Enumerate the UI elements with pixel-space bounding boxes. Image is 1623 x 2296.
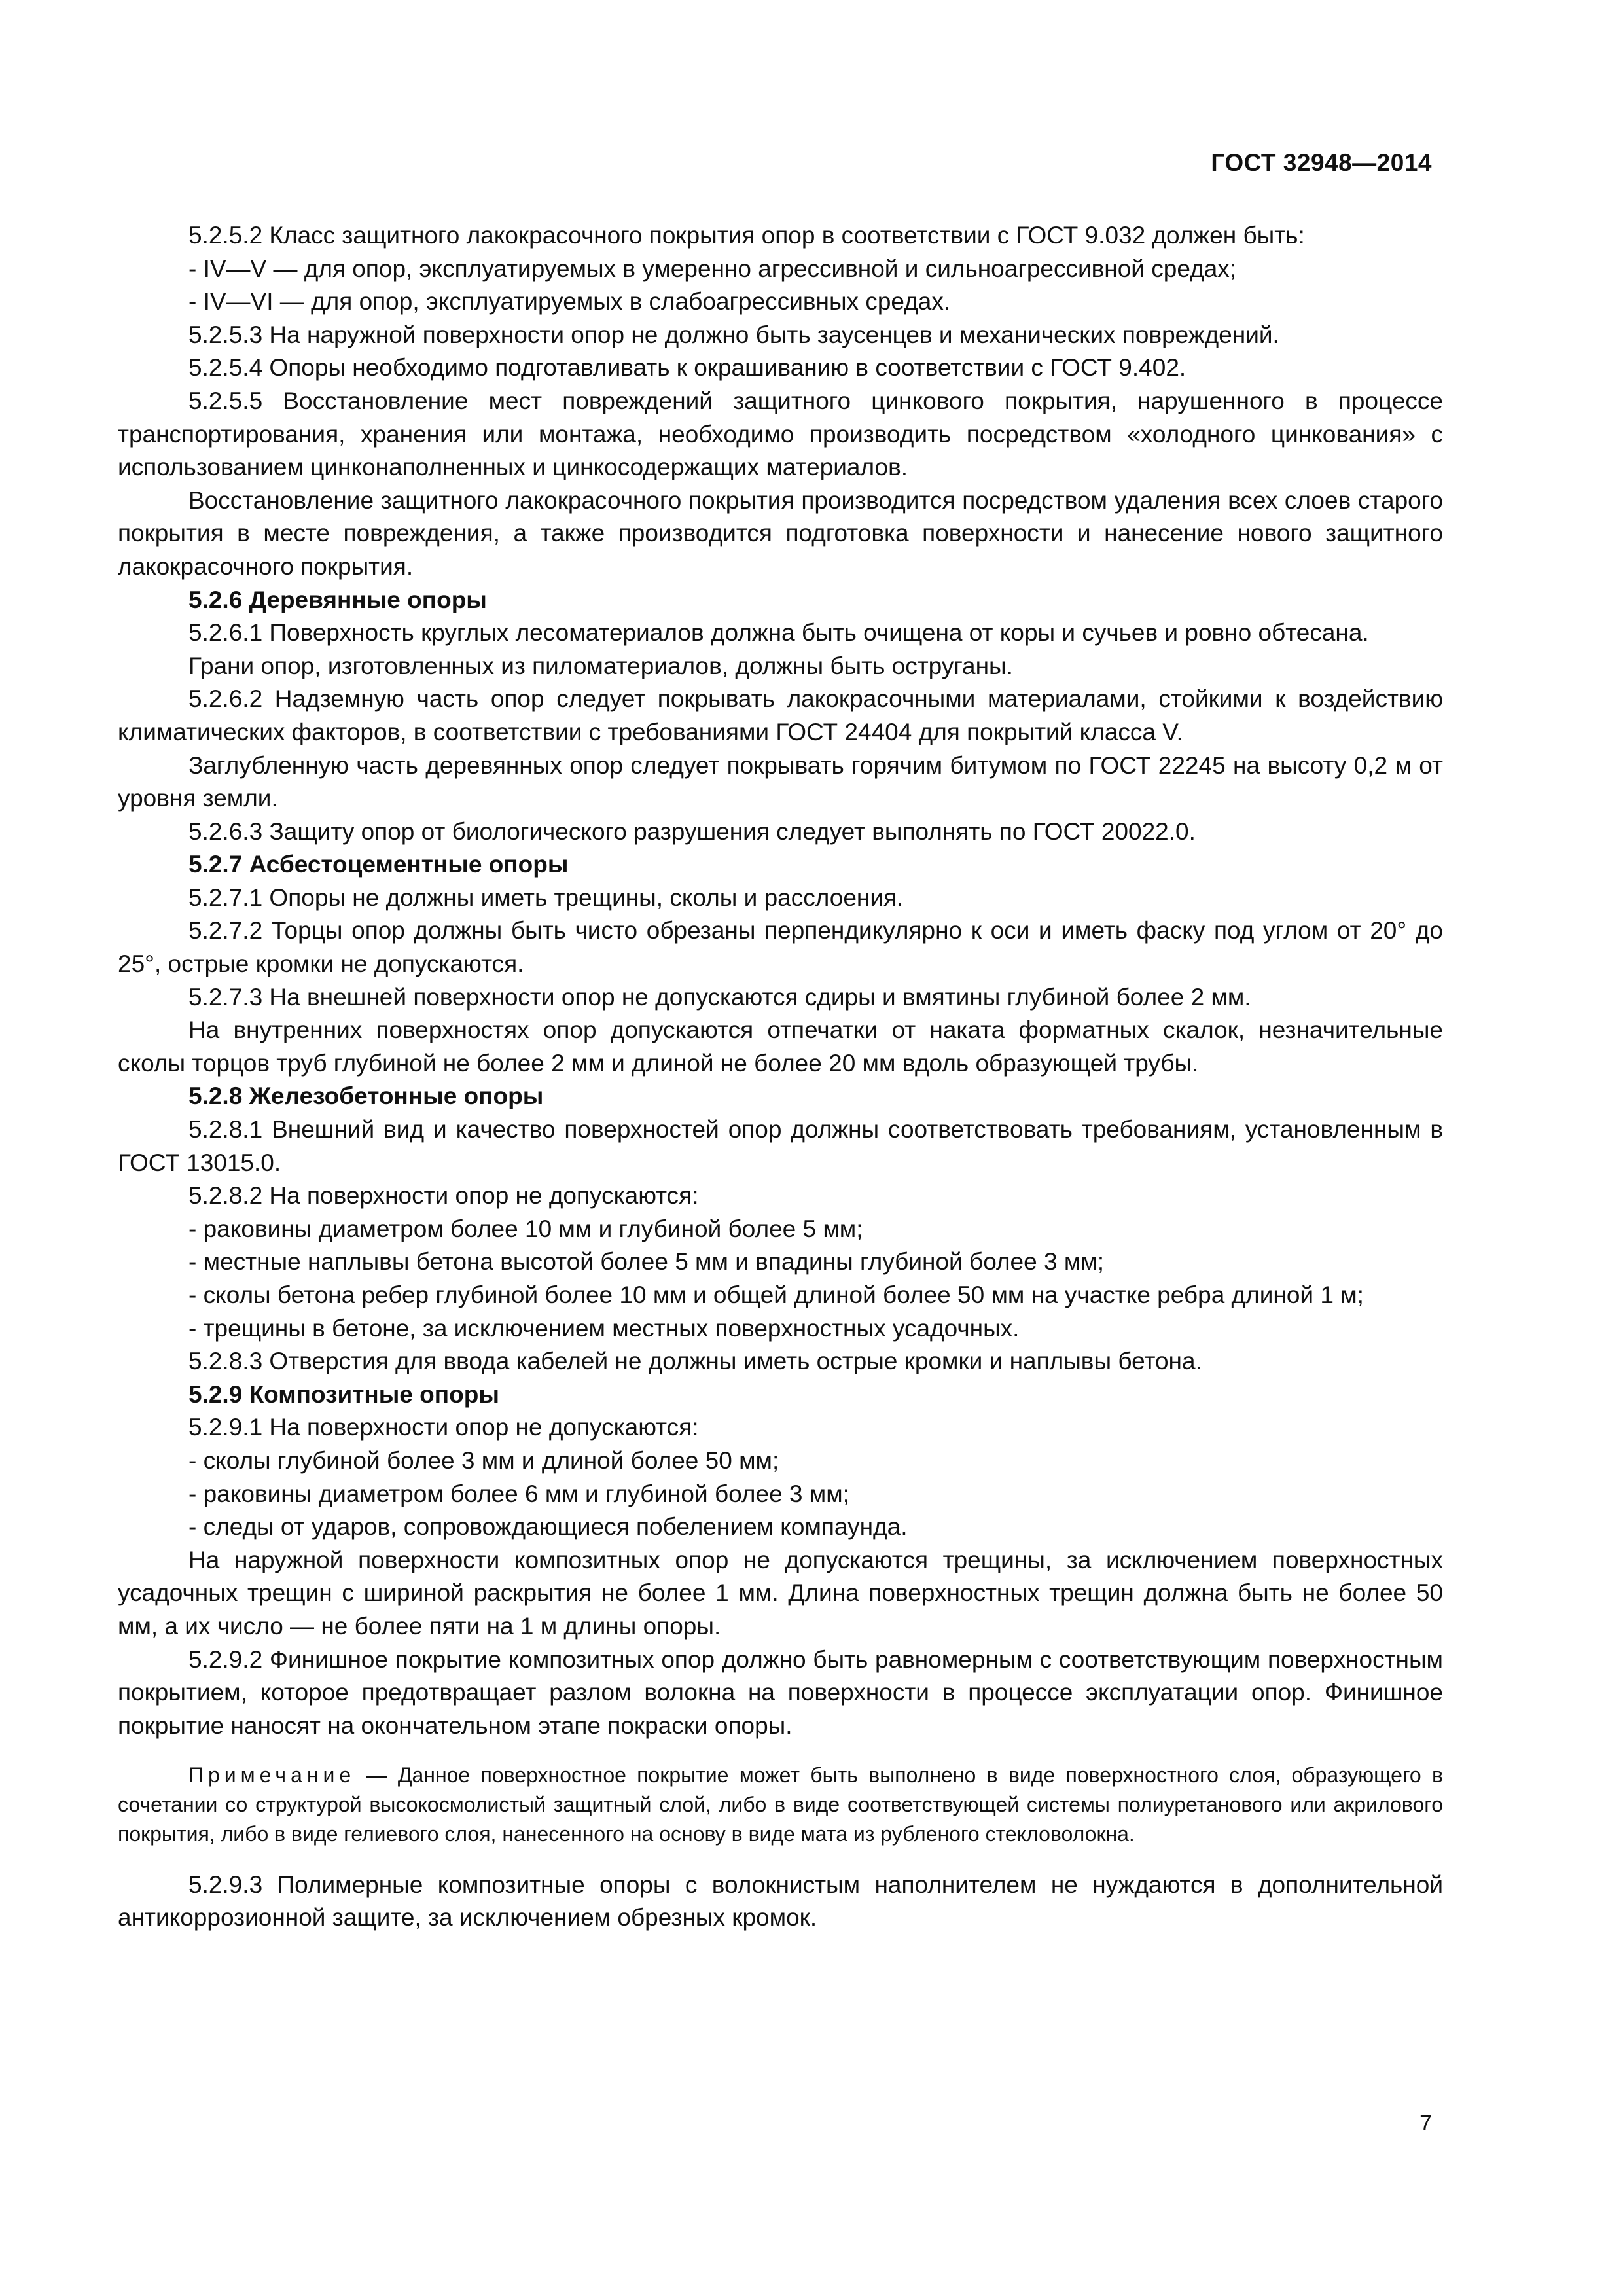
page-number: 7 (1419, 2111, 1432, 2136)
section-heading-5-2-6: 5.2.6 Деревянные опоры (188, 586, 487, 613)
clause-5-2-9-2: 5.2.9.2 Финишное покрытие композитных опор должно быть равномерным с соответствующим поверхностным покрытием, которое предотвращает разлом волокна на поверхности в процессе эксплуатации опор. Финишное покрытие наносят на окончательном этапе покраски опоры. (118, 1645, 1443, 1739)
list-item: - следы от ударов, сопровождающиеся побелением компаунда. (188, 1513, 908, 1541)
clause-5-2-9-3: 5.2.9.3 Полимерные композитные опоры с волокнистым наполнителем не нуждаются в дополнительной антикоррозионной защите, за исключением обрезных кромок. (118, 1871, 1443, 1931)
list-item: - местные наплывы бетона высотой более 5 мм и впадины глубиной более 3 мм; (188, 1248, 1104, 1276)
clause-5-2-7-2: 5.2.7.2 Торцы опор должны быть чисто обрезаны перпендикулярно к оси и иметь фаску под углом от 20° до 25°, острые кромки не допускаются. (118, 917, 1443, 978)
document-header: ГОСТ 32948—2014 (1211, 149, 1432, 176)
paragraph: Грани опор, изготовленных из пиломатериалов, должны быть оструганы. (188, 652, 1013, 679)
list-item: - трещины в бетоне, за исключением местных поверхностных усадочных. (188, 1314, 1020, 1342)
clause-5-2-7-3: 5.2.7.3 На внешней поверхности опор не допускаются сдиры и вмятины глубиной более 2 мм. (188, 983, 1251, 1011)
clause-5-2-5-5: 5.2.5.5 Восстановление мест повреждений защитного цинкового покрытия, нарушенного в процессе транспортирования, хранения или монтажа, необходимо производить посредством «холодного цинкования» с использованием цинконаполненных и цинкосодержащих материалов. (118, 387, 1443, 481)
clause-5-2-8-2: 5.2.8.2 На поверхности опор не допускаются: (188, 1182, 699, 1210)
note-text: — Данное поверхностное покрытие может быть выполнено в виде поверхностного слоя, образующего в сочетании со структурой высокосмолистый защитный слой, либо в виде соответствующей системы полиуретанового или акрилового покрытия, либо в виде гелиевого слоя, нанесенного на основу в виде мата из рубленого стекловолокна. (118, 1763, 1443, 1846)
clause-5-2-8-1: 5.2.8.1 Внешний вид и качество поверхностей опор должны соответствовать требованиям, установленным в ГОСТ 13015.0. (118, 1116, 1443, 1176)
clause-5-2-7-1: 5.2.7.1 Опоры не должны иметь трещины, сколы и расслоения. (188, 884, 904, 911)
paragraph: Восстановление защитного лакокрасочного покрытия производится посредством удаления всех слоев старого покрытия в месте повреждения, а также производится подготовка поверхности и нанесение нового защитного лакокрасочного покрытия. (118, 486, 1443, 580)
clause-5-2-5-4: 5.2.5.4 Опоры необходимо подготавливать к окрашиванию в соответствии с ГОСТ 9.402. (188, 354, 1186, 382)
paragraph: На наружной поверхности композитных опор не допускаются трещины, за исключением поверхностных усадочных трещин с шириной раскрытия не более 1 мм. Длина поверхностных трещин должна быть не более 50 мм, а их число — не более пяти на 1 м длины опоры. (118, 1546, 1443, 1640)
list-item: - раковины диаметром более 10 мм и глубиной более 5 мм; (188, 1215, 863, 1242)
document-body (118, 219, 1443, 1935)
paragraph: На внутренних поверхностях опор допускаются отпечатки от наката форматных скалок, незначительные сколы торцов труб глубиной не более 2 мм и длиной не более 20 мм вдоль образующей трубы. (118, 1016, 1443, 1077)
section-heading-5-2-8: 5.2.8 Железобетонные опоры (188, 1083, 544, 1110)
section-heading-5-2-9: 5.2.9 Композитные опоры (188, 1380, 499, 1408)
clause-5-2-5-2: 5.2.5.2 Класс защитного лакокрасочного покрытия опор в соответствии с ГОСТ 9.032 должен быть: (188, 222, 1305, 249)
paragraph: Заглубленную часть деревянных опор следует покрывать горячим битумом по ГОСТ 22245 на высоту 0,2 м от уровня земли. (118, 751, 1443, 812)
list-item: - раковины диаметром более 6 мм и глубиной более 3 мм; (188, 1480, 849, 1507)
section-heading-5-2-7: 5.2.7 Асбестоцементные опоры (188, 851, 569, 878)
note-label: Примечание (188, 1763, 356, 1787)
clause-5-2-8-3: 5.2.8.3 Отверстия для ввода кабелей не должны иметь острые кромки и наплывы бетона. (188, 1348, 1202, 1375)
clause-5-2-9-1: 5.2.9.1 На поверхности опор не допускаются: (188, 1414, 699, 1441)
clause-5-2-6-2: 5.2.6.2 Надземную часть опор следует покрывать лакокрасочными материалами, стойкими к воздействию климатических факторов, в соответствии с требованиями ГОСТ 24404 для покрытий класса V. (118, 685, 1443, 745)
note (118, 1761, 1443, 1848)
clause-5-2-6-1: 5.2.6.1 Поверхность круглых лесоматериалов должна быть очищена от коры и сучьев и ровно обтесана. (188, 619, 1369, 647)
list-item: - IV—VI — для опор, эксплуатируемых в слабоагрессивных средах. (188, 288, 951, 315)
clause-5-2-6-3: 5.2.6.3 Защиту опор от биологического разрушения следует выполнять по ГОСТ 20022.0. (188, 817, 1196, 845)
list-item: - сколы бетона ребер глубиной более 10 мм и общей длиной более 50 мм на участке ребра длиной 1 м; (188, 1282, 1364, 1308)
clause-5-2-5-3: 5.2.5.3 На наружной поверхности опор не должно быть заусенцев и механических повреждений. (188, 321, 1279, 348)
list-item: - IV—V — для опор, эксплуатируемых в умеренно агрессивной и сильноагрессивной средах; (188, 255, 1237, 282)
list-item: - сколы глубиной более 3 мм и длиной более 50 мм; (188, 1446, 779, 1474)
